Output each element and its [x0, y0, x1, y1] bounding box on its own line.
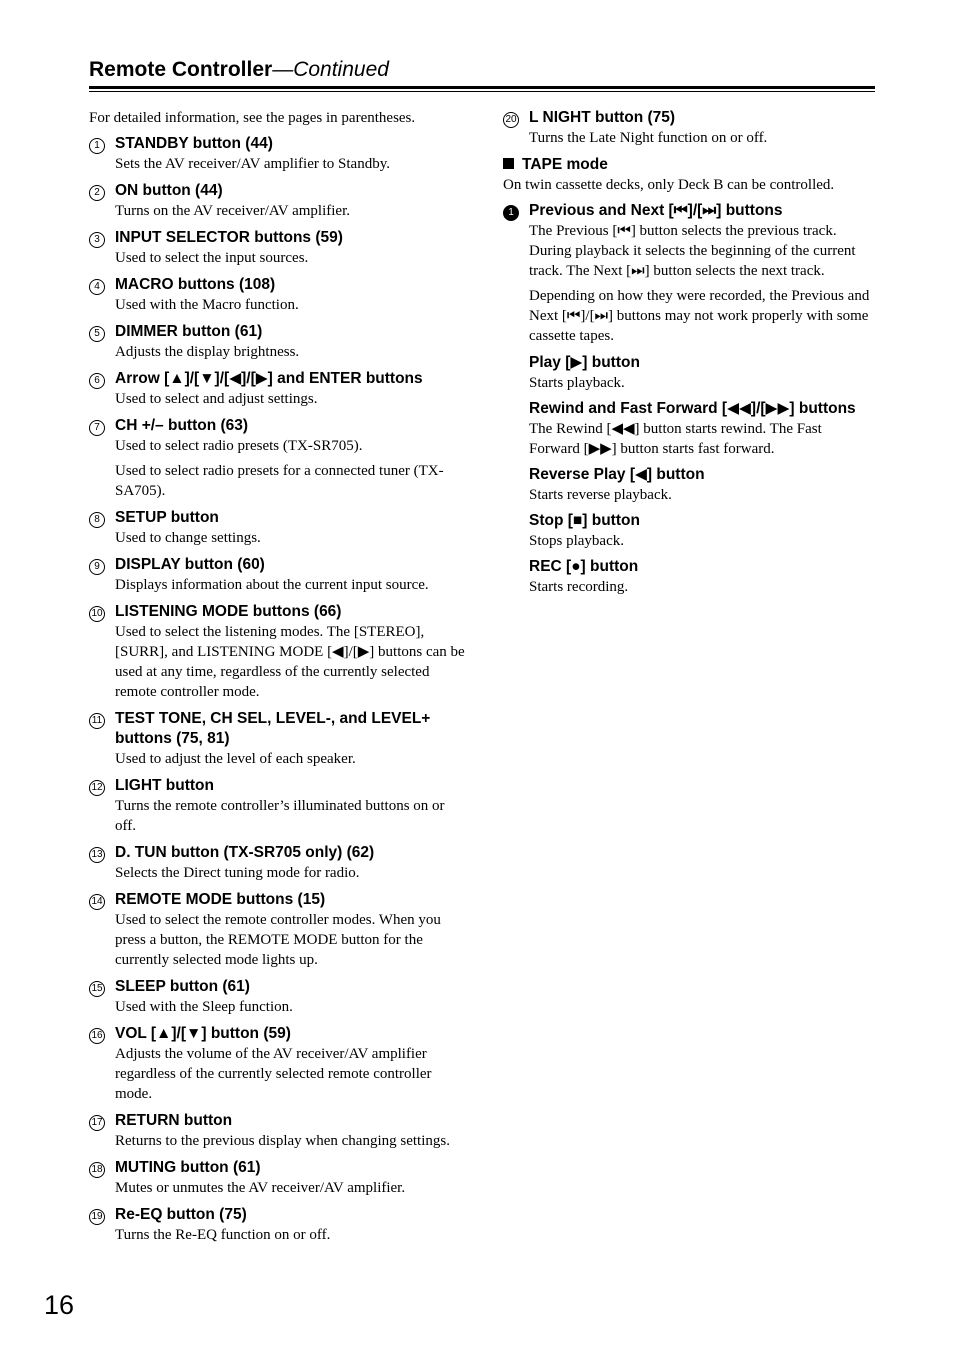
item-heading: MUTING button (61): [115, 1159, 261, 1176]
sub-description: The Rewind [◀◀] button starts rewind. The Fast Forward [▶▶] button starts fast forward.: [529, 421, 822, 457]
header-continued: —Continued: [272, 58, 389, 81]
list-item-10: [89, 602, 467, 702]
sub-description: Starts reverse playback.: [529, 487, 672, 503]
list-item-8: [89, 508, 467, 548]
item-number-badge: 17: [89, 1115, 105, 1131]
list-item-5: [89, 322, 467, 362]
item-heading: ON button (44): [115, 182, 223, 199]
item-number-badge: 3: [89, 232, 105, 248]
item-number: [89, 844, 107, 863]
list-item-7: [89, 416, 467, 501]
item-heading: L NIGHT button (75): [529, 109, 676, 126]
item-number-badge: 7: [89, 420, 105, 436]
left-column: [89, 108, 467, 1252]
item-description: Used to adjust the level of each speaker.: [115, 751, 356, 767]
item-number: [89, 1159, 107, 1178]
tape-mode-heading: [503, 155, 875, 175]
tape-sub-item: [503, 557, 875, 597]
right-column: [503, 108, 875, 603]
list-item-17: [89, 1111, 467, 1151]
item-description: Adjusts the volume of the AV receiver/AV amplifier regardless of the currently selected remote controller mode.: [115, 1046, 432, 1102]
item-heading: DIMMER button (61): [115, 323, 263, 340]
item-heading: REMOTE MODE buttons (15): [115, 891, 326, 908]
item-heading: SLEEP button (61): [115, 978, 250, 995]
sub-description: Stops playback.: [529, 533, 624, 549]
tape-sub-item: [503, 511, 875, 551]
intro-text: For detailed information, see the pages in parentheses.: [89, 110, 416, 126]
item-number-badge: 18: [89, 1162, 105, 1178]
list-item-19: [89, 1205, 467, 1245]
tape-sub-item: [503, 353, 875, 393]
item-number: [89, 370, 107, 389]
item-number-badge: 10: [89, 606, 105, 622]
item-heading: CH +/– button (63): [115, 417, 249, 434]
item-number-badge: 1: [503, 205, 519, 221]
sub-heading: Stop [■] button: [529, 512, 640, 529]
header-rule-thin: [89, 91, 875, 92]
item-heading: Arrow [▲]/[▼]/[◀]/[▶] and ENTER buttons: [115, 370, 423, 387]
sub-heading: Rewind and Fast Forward [◀◀]/[▶▶] buttons: [529, 400, 856, 417]
tape-mode-title: TAPE mode: [522, 156, 608, 173]
item-description: Turns on the AV receiver/AV amplifier.: [115, 203, 350, 219]
item-description: Displays information about the current input source.: [115, 577, 429, 593]
tape-sub-list: [503, 353, 875, 597]
item-heading: RETURN button: [115, 1112, 233, 1129]
item-description: Adjusts the display brightness.: [115, 344, 300, 360]
sub-heading: Play [▶] button: [529, 354, 640, 371]
header-rule-thick: [89, 86, 875, 89]
square-bullet-icon: [503, 158, 514, 169]
item-description: Mutes or unmutes the AV receiver/AV amplifier.: [115, 1180, 406, 1196]
item-number-badge: 5: [89, 326, 105, 342]
tape-mode-description: On twin cassette decks, only Deck B can be controlled.: [503, 177, 835, 193]
item-number: [89, 556, 107, 575]
item-number-badge: 19: [89, 1209, 105, 1225]
item-number: [89, 417, 107, 436]
item-number-badge: 20: [503, 112, 519, 128]
item-number: [89, 891, 107, 910]
item-number-badge: 14: [89, 894, 105, 910]
item-number: [89, 135, 107, 154]
item-heading: DISPLAY button (60): [115, 556, 265, 573]
item-heading: VOL [▲]/[▼] button (59): [115, 1025, 291, 1042]
page-header: [89, 56, 875, 86]
left-item-list: [89, 134, 467, 1245]
item-heading: D. TUN button (TX-SR705 only) (62): [115, 844, 375, 861]
item-description: Returns to the previous display when changing settings.: [115, 1133, 450, 1149]
header-title: Remote Controller: [89, 58, 273, 81]
item-number: [89, 710, 107, 729]
page-number: 16: [44, 1290, 75, 1320]
item-heading: Previous and Next [⏮]/[⏭] buttons: [529, 202, 783, 219]
item-description: Used to select the listening modes. The [STEREO], [SURR], and LISTENING MODE [◀]/[▶] buttons can be used at any time, regardless of the currently selected remote controller mode.: [115, 624, 465, 700]
item-number-badge: 9: [89, 559, 105, 575]
list-item-9: [89, 555, 467, 595]
item-number-badge: 11: [89, 713, 105, 729]
item-description: Sets the AV receiver/AV amplifier to Standby.: [115, 156, 390, 172]
item-number-badge: 1: [89, 138, 105, 154]
item-heading: MACRO buttons (108): [115, 276, 276, 293]
list-item-16: [89, 1024, 467, 1104]
item-number: [89, 509, 107, 528]
item-description: Used to select radio presets for a connected tuner (TX-SA705).: [115, 463, 444, 499]
item-number-badge: 15: [89, 981, 105, 997]
item-number: [503, 109, 521, 128]
item-number-badge: 6: [89, 373, 105, 389]
item-number: [89, 1112, 107, 1131]
tape-sub-item: [503, 399, 875, 459]
tape-sub-item: [503, 465, 875, 505]
list-item-11: [89, 709, 467, 769]
item-description: Used to select the input sources.: [115, 250, 309, 266]
list-item-18: [89, 1158, 467, 1198]
item-number: [89, 1025, 107, 1044]
item-description: Turns the remote controller’s illuminated buttons on or off.: [115, 798, 445, 834]
sub-description: Starts recording.: [529, 579, 629, 595]
item-heading: STANDBY button (44): [115, 135, 273, 152]
item-number-badge: 13: [89, 847, 105, 863]
list-item-2: [89, 181, 467, 221]
item-heading: Re-EQ button (75): [115, 1206, 247, 1223]
list-item-14: [89, 890, 467, 970]
list-item-12: [89, 776, 467, 836]
item-heading: LISTENING MODE buttons (66): [115, 603, 342, 620]
sub-heading: REC [●] button: [529, 558, 639, 575]
list-item-1: [89, 134, 467, 174]
item-description: Used to change settings.: [115, 530, 261, 546]
item-number: [89, 229, 107, 248]
list-item-15: [89, 977, 467, 1017]
item-description: The Previous [⏮] button selects the previous track. During playback it selects the beginning of the current track. The Next [⏭] button selects the next track.: [529, 223, 856, 279]
sub-description: Starts playback.: [529, 375, 625, 391]
item-heading: LIGHT button: [115, 777, 214, 794]
item-description-2: Depending on how they were recorded, the Previous and Next [⏮]/[⏭] buttons may not work properly with some cassette tapes.: [529, 288, 870, 344]
item-description: Turns the Late Night function on or off.: [529, 130, 768, 146]
item-number: [89, 276, 107, 295]
item-number: [89, 777, 107, 796]
item-description: Used to select the remote controller modes. When you press a button, the REMOTE MODE button for the currently selected mode lights up.: [115, 912, 441, 968]
item-description: Used with the Macro function.: [115, 297, 299, 313]
tape-item-1: [503, 201, 875, 346]
item-number: [89, 603, 107, 622]
item-number: [89, 1206, 107, 1225]
list-item-3: [89, 228, 467, 268]
item-number-badge: 4: [89, 279, 105, 295]
item-number: [89, 323, 107, 342]
item-description: Used to select and adjust settings.: [115, 391, 318, 407]
item-description: Selects the Direct tuning mode for radio.: [115, 865, 360, 881]
item-number: [89, 182, 107, 201]
list-item-4: [89, 275, 467, 315]
list-item-20: [503, 108, 875, 148]
item-number: [503, 202, 521, 221]
item-heading: SETUP button: [115, 509, 219, 526]
sub-heading: Reverse Play [◀] button: [529, 466, 705, 483]
item-number-badge: 2: [89, 185, 105, 201]
list-item-13: [89, 843, 467, 883]
item-description: Used with the Sleep function.: [115, 999, 293, 1015]
list-item-6: [89, 369, 467, 409]
item-heading: INPUT SELECTOR buttons (59): [115, 229, 343, 246]
item-number-badge: 12: [89, 780, 105, 796]
item-number-badge: 16: [89, 1028, 105, 1044]
item-number-badge: 8: [89, 512, 105, 528]
item-description: Turns the Re-EQ function on or off.: [115, 1227, 331, 1243]
item-number: [89, 978, 107, 997]
item-description: Used to select radio presets (TX-SR705).: [115, 438, 363, 454]
item-heading: TEST TONE, CH SEL, LEVEL-, and LEVEL+ buttons (75, 81): [115, 710, 431, 747]
